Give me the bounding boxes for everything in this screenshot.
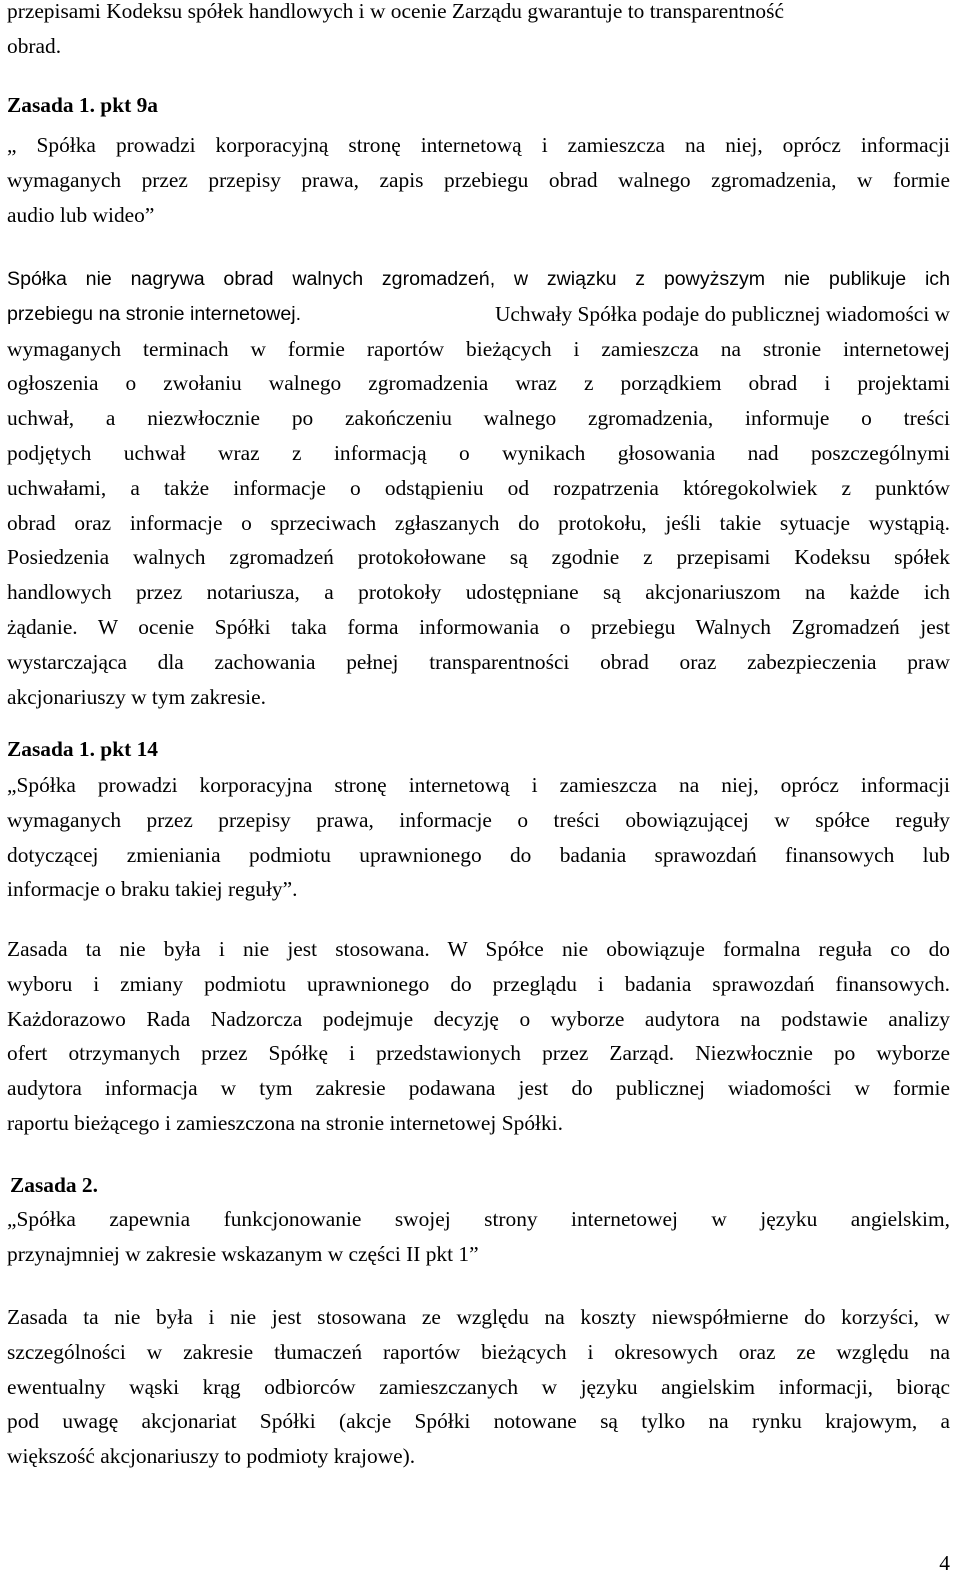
text-line: przynajmniej w zakresie wskazanym w części II pkt 1” xyxy=(7,1241,479,1266)
text-line: przebiegu na stronie internetowej. xyxy=(7,302,302,325)
text-line: wystarczająca dla zachowania pełnej transparentności obrad oraz zabezpieczenia praw xyxy=(7,649,950,674)
text-line: „Spółka prowadzi korporacyjna stronę internetową i zamieszcza na niej, oprócz informacji xyxy=(7,773,950,797)
section-heading: Zasada 1. pkt 14 xyxy=(7,737,158,761)
text-line: obrad. xyxy=(7,33,62,58)
text-line: Zasada ta nie była i nie jest stosowana ze względu na koszty niewspółmierne do korzyści, w xyxy=(7,1305,950,1329)
text-line: audio lub wideo” xyxy=(7,202,155,227)
text-line: pod uwagę akcjonariat Spółki (akcje Spółki notowane są tylko na rynku krajowym, a xyxy=(7,1409,950,1434)
text-line: podjętych uchwał wraz z informacją o wynikach głosowania nad poszczególnymi xyxy=(7,440,950,465)
text-line: większość akcjonariuszy to podmioty krajowe). xyxy=(7,1444,416,1469)
text-line: uchwał, a niezwłocznie po zakończeniu walnego zgromadzenia, informuje o treści xyxy=(7,406,950,431)
text-line: Posiedzenia walnych zgromadzeń protokołowane są zgodnie z przepisami Kodeksu spółek xyxy=(7,545,950,570)
text-line: przepisami Kodeksu spółek handlowych i w ocenie Zarządu gwarantuje to transparentność xyxy=(7,0,784,23)
text-line: dotyczącej zmieniania podmiotu uprawnionego do badania sprawozdań finansowych lub xyxy=(7,842,950,867)
section-heading: Zasada 1. pkt 9a xyxy=(7,93,158,117)
page-number: 4 xyxy=(939,1551,950,1575)
text-line: ewentualny wąski krąg odbiorców zamieszczanych w języku angielskim informacji, biorąc xyxy=(7,1374,950,1399)
text-line: audytora informacja w tym zakresie podawana jest do publicznej wiadomości w formie xyxy=(7,1076,950,1101)
text-line: „Spółka zapewnia funkcjonowanie swojej strony internetowej w języku angielskim, xyxy=(7,1207,950,1231)
section-quote xyxy=(7,768,950,907)
text-line: akcjonariuszy w tym zakresie. xyxy=(7,684,266,709)
section-body xyxy=(7,932,950,1141)
section-heading: Zasada 2. xyxy=(10,1173,98,1197)
text-line: Zasada ta nie była i nie jest stosowana. W Spółce nie obowiązuje formalna reguła co do xyxy=(7,937,950,961)
text-line: wymaganych przez przepisy prawa, informacje o treści obowiązującej w spółce reguły xyxy=(7,807,950,832)
text-line: wymaganych terminach w formie raportów bieżących i zamieszcza na stronie internetowej xyxy=(7,336,950,361)
text-line: Uchwały Spółka podaje do publicznej wiadomości w xyxy=(494,301,950,326)
text-line: „ Spółka prowadzi korporacyjną stronę internetową i zamieszcza na niej, oprócz informacji xyxy=(7,133,950,157)
text-line: ofert otrzymanych przez Spółkę i przedstawionych przez Zarząd. Niezwłocznie po wyborze xyxy=(7,1041,950,1066)
section-body xyxy=(7,1300,950,1474)
top-fragment xyxy=(7,0,950,64)
section-body xyxy=(7,262,950,714)
section-quote xyxy=(7,128,950,232)
text-line: wyboru i zmiany podmiotu uprawnionego do przeglądu i badania sprawozdań finansowych. xyxy=(7,971,950,996)
text-line: żądanie. W ocenie Spółki taka forma informowania o przebiegu Walnych Zgromadzeń jest xyxy=(7,614,950,639)
text-line: raportu bieżącego i zamieszczona na stronie internetowej Spółki. xyxy=(7,1110,563,1135)
text-line: szczególności w zakresie tłumaczeń raportów bieżących i okresowych oraz ze względu na xyxy=(7,1339,950,1364)
text-line: uchwałami, a także informacje o odstąpieniu od rozpatrzenia któregokolwiek z punktów xyxy=(7,475,950,500)
text-line: Spółka nie nagrywa obrad walnych zgromadzeń, w związku z powyższym nie publikuje ich xyxy=(7,268,950,290)
text-line: wymaganych przez przepisy prawa, zapis przebiegu obrad walnego zgromadzenia, w formie xyxy=(7,167,950,192)
text-line: ogłoszenia o zwołaniu walnego zgromadzenia wraz z porządkiem obrad i projektami xyxy=(7,371,950,396)
text-line: Każdorazowo Rada Nadzorcza podejmuje decyzję o wyborze audytora na podstawie analizy xyxy=(7,1006,950,1031)
text-line: handlowych przez notariusza, a protokoły udostępniane są akcjonariuszom na każde ich xyxy=(7,580,950,605)
text-line: obrad oraz informacje o sprzeciwach zgłaszanych do protokołu, jeśli takie sytuacje wystąpią. xyxy=(7,510,950,535)
text-line: informacje o braku takiej reguły”. xyxy=(7,877,298,902)
section-quote xyxy=(7,1202,950,1272)
